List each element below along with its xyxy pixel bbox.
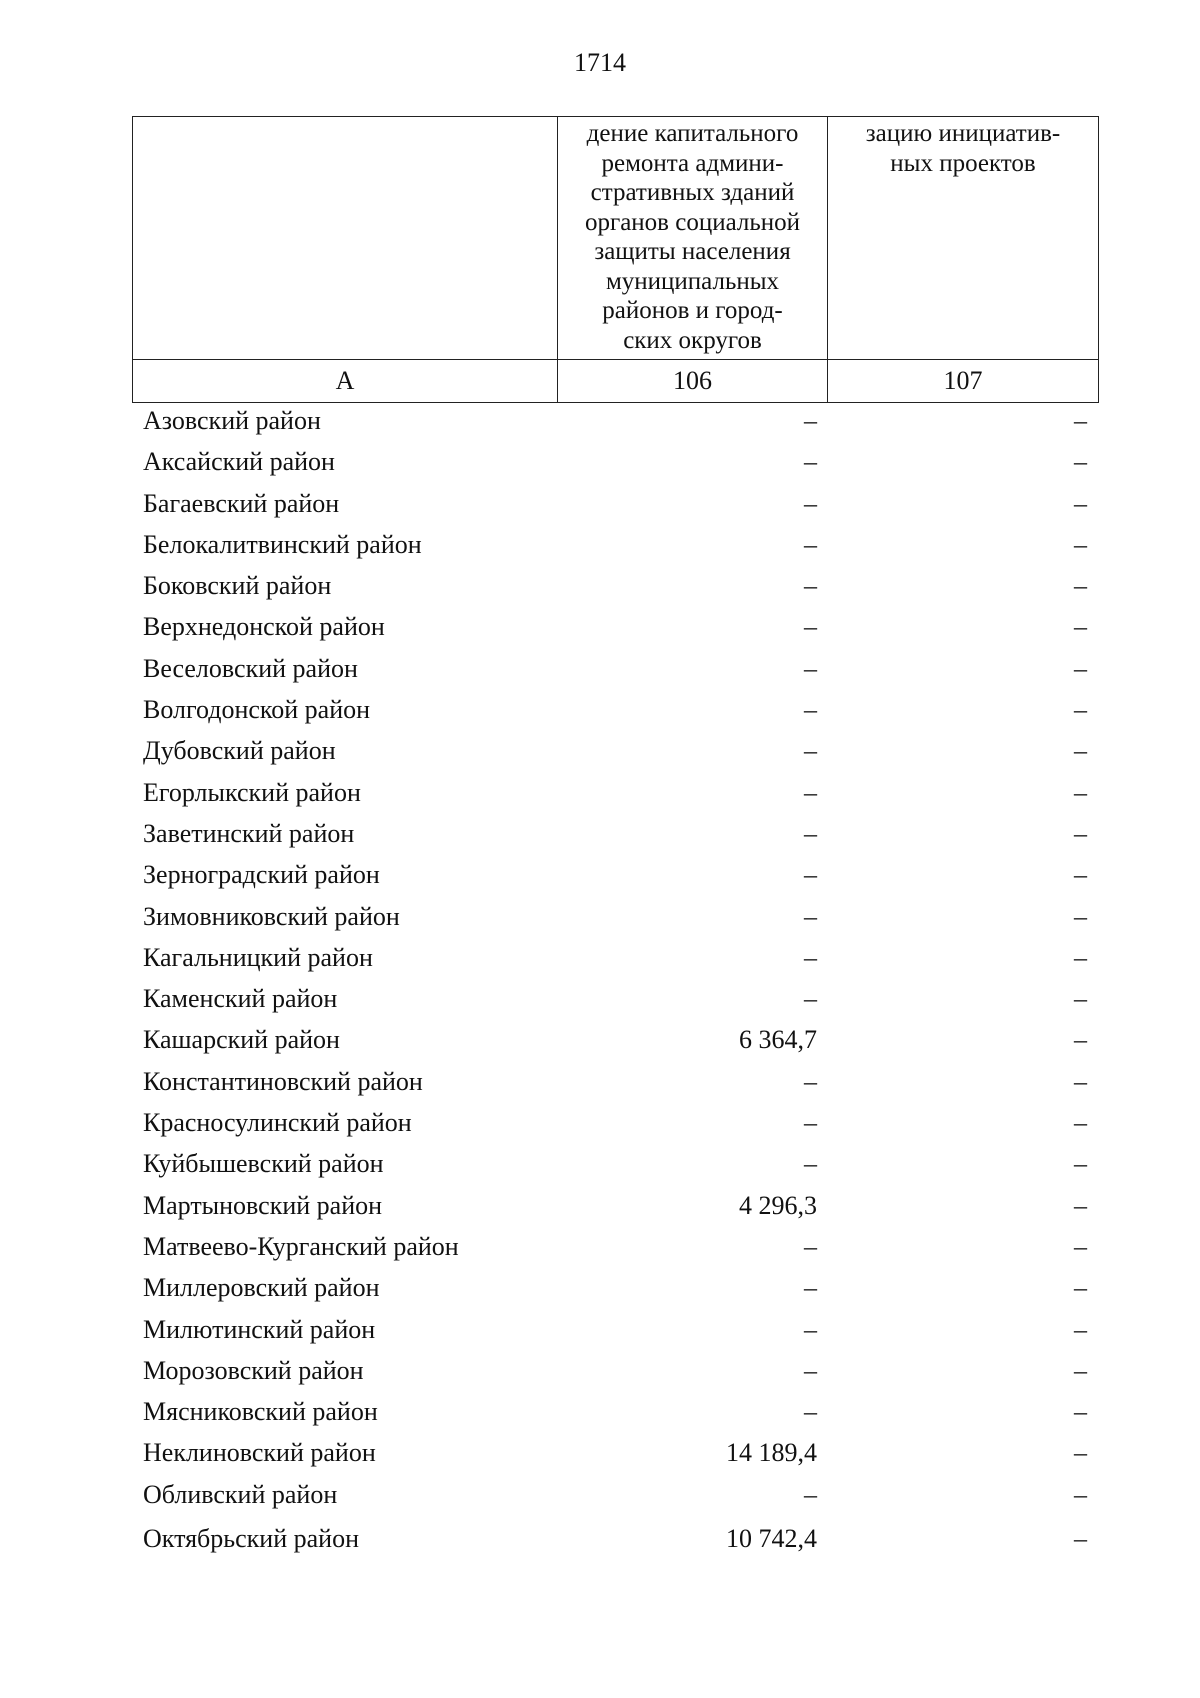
value-106: – (804, 488, 817, 518)
value-106: – (804, 818, 817, 848)
value-106: – (804, 736, 817, 766)
table-row (132, 565, 1098, 606)
district-name: Каменский район (143, 984, 338, 1014)
value-107: – (1074, 1149, 1087, 1179)
table-row (132, 689, 1098, 730)
table-row (132, 483, 1098, 524)
table-row (132, 1061, 1098, 1102)
district-name: Боковский район (143, 571, 332, 601)
value-106: – (804, 447, 817, 477)
table-row (132, 1350, 1098, 1391)
value-107: – (1074, 1314, 1087, 1344)
district-name: Матвеево-Курганский район (143, 1231, 459, 1261)
table-row (132, 441, 1098, 482)
district-name: Зерноградский район (143, 860, 380, 890)
value-106: – (804, 1066, 817, 1096)
table-row (132, 1309, 1098, 1350)
value-106: – (804, 571, 817, 601)
district-name: Миллеровский район (143, 1273, 380, 1303)
header-text-107: зацию инициатив- ных проектов (865, 120, 1061, 177)
value-107: – (1074, 488, 1087, 518)
column-number-row (133, 360, 1099, 403)
district-name: Мартыновский район (143, 1190, 383, 1220)
page-number: 1714 (574, 48, 626, 77)
district-name: Дубовский район (143, 736, 336, 766)
header-cell-107 (828, 117, 1099, 360)
value-107: – (1074, 942, 1087, 972)
district-name: Волгодонской район (143, 695, 371, 725)
district-name: Кагальницкий район (143, 942, 373, 972)
header-text-row (133, 117, 1099, 360)
value-106: – (804, 1479, 817, 1509)
table-row (132, 1267, 1098, 1308)
column-label-107: 107 (828, 360, 1099, 403)
district-name: Зимовниковский район (143, 901, 400, 931)
table-header (132, 116, 1099, 403)
district-name: Красносулинский район (143, 1108, 412, 1138)
table-row (132, 813, 1098, 854)
table-row (132, 1226, 1098, 1267)
table-row (132, 1185, 1098, 1226)
table-row (132, 1391, 1098, 1432)
district-name: Верхнедонской район (143, 612, 385, 642)
value-107: – (1074, 1231, 1087, 1261)
value-107: – (1074, 529, 1087, 559)
value-106: – (804, 860, 817, 890)
district-rows (132, 400, 1098, 1565)
value-107: – (1074, 860, 1087, 890)
district-name: Азовский район (143, 406, 321, 435)
value-107: – (1074, 777, 1087, 807)
district-name: Егорлыкский район (143, 777, 361, 807)
district-name: Веселовский район (143, 653, 358, 683)
table-row (132, 772, 1098, 813)
table-row (132, 896, 1098, 937)
district-name: Неклиновский район (143, 1438, 376, 1468)
value-106: 4 296,3 (739, 1190, 817, 1220)
value-106: – (804, 1273, 817, 1303)
district-name: Белокалитвинский район (143, 529, 422, 559)
district-name: Куйбышевский район (143, 1149, 384, 1179)
value-106: – (804, 529, 817, 559)
column-label-106: 106 (558, 360, 828, 403)
table-row (132, 648, 1098, 689)
value-106: – (804, 1231, 817, 1261)
table-row (132, 1143, 1098, 1184)
district-name: Октябрьский район (143, 1523, 359, 1553)
value-106: – (804, 695, 817, 725)
value-106: – (804, 984, 817, 1014)
value-106: 6 364,7 (739, 1025, 817, 1055)
value-107: – (1074, 1273, 1087, 1303)
value-107: – (1074, 447, 1087, 477)
value-106: – (804, 612, 817, 642)
header-text-106: дение капитального ремонта админи- стративных зданий органов социальной защиты населения муниципальных районов и город- ских округов (584, 120, 801, 354)
value-106: – (804, 777, 817, 807)
value-107: – (1074, 1108, 1087, 1138)
district-name: Багаевский район (143, 488, 340, 518)
district-name: Заветинский район (143, 818, 355, 848)
value-107: – (1074, 984, 1087, 1014)
value-106: – (804, 1397, 817, 1427)
district-name: Обливский район (143, 1479, 338, 1509)
value-107: – (1074, 1355, 1087, 1385)
value-106: – (804, 901, 817, 931)
value-107: – (1074, 1438, 1087, 1468)
value-107: – (1074, 653, 1087, 683)
table-row (132, 400, 1098, 441)
district-name: Мясниковский район (143, 1397, 378, 1427)
value-107: – (1074, 1190, 1087, 1220)
value-107: – (1074, 571, 1087, 601)
value-107: – (1074, 1479, 1087, 1509)
table-row (132, 937, 1098, 978)
column-label-a: А (133, 360, 558, 403)
table-row (132, 854, 1098, 895)
table-row (132, 524, 1098, 565)
value-107: – (1074, 612, 1087, 642)
value-106: – (804, 653, 817, 683)
table-row (132, 978, 1098, 1019)
value-107: – (1074, 406, 1087, 435)
table-row (132, 730, 1098, 771)
value-107: – (1074, 695, 1087, 725)
value-106: – (804, 1149, 817, 1179)
value-106: 10 742,4 (726, 1523, 817, 1553)
value-106: – (804, 1355, 817, 1385)
table-row (132, 606, 1098, 647)
district-name: Константиновский район (143, 1066, 423, 1096)
district-name: Аксайский район (143, 447, 335, 477)
value-107: – (1074, 736, 1087, 766)
district-name: Кашарский район (143, 1025, 340, 1055)
header-cell-106 (558, 117, 828, 360)
value-106: – (804, 1314, 817, 1344)
value-107: – (1074, 1397, 1087, 1427)
value-107: – (1074, 1523, 1087, 1553)
table-row (132, 1102, 1098, 1143)
table-row (132, 1518, 1098, 1565)
value-107: – (1074, 1025, 1087, 1055)
value-106: 14 189,4 (726, 1438, 817, 1468)
table-row (132, 1019, 1098, 1060)
district-name: Морозовский район (143, 1355, 364, 1385)
table-row (132, 1432, 1098, 1473)
header-cell-a (133, 117, 558, 360)
value-107: – (1074, 818, 1087, 848)
value-106: – (804, 1108, 817, 1138)
value-106: – (804, 406, 817, 435)
value-107: – (1074, 1066, 1087, 1096)
value-106: – (804, 942, 817, 972)
value-107: – (1074, 901, 1087, 931)
district-name: Милютинский район (143, 1314, 376, 1344)
table-row (132, 1474, 1098, 1518)
